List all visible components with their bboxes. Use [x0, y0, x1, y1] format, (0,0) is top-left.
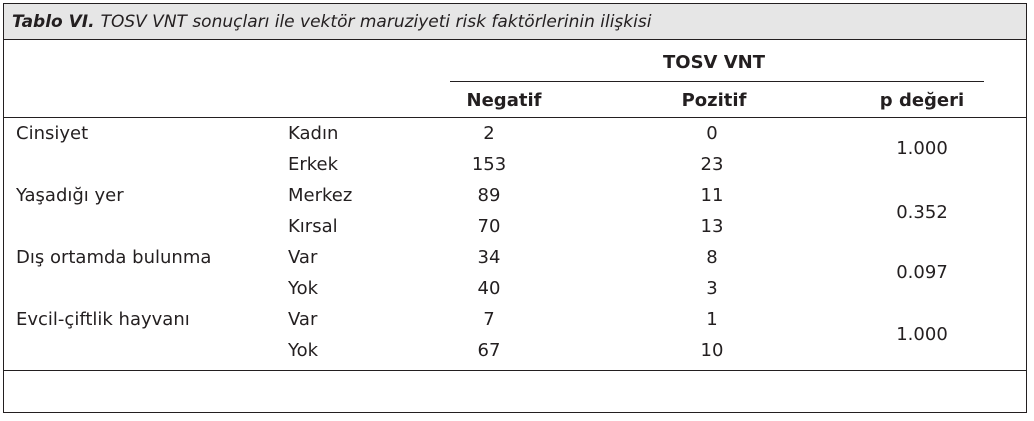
negatif-cell: 2 [483, 123, 495, 144]
level-label: Yok [288, 278, 319, 299]
negatif-cell: 7 [483, 309, 495, 330]
negatif-cell: 34 [477, 247, 501, 268]
pozitif-cell: 10 [700, 340, 724, 361]
pozitif-cell: 23 [700, 154, 724, 175]
col-header-negatif: Negatif [466, 90, 542, 111]
factor-label: Yaşadığı yer [16, 185, 124, 206]
level-label: Var [288, 309, 318, 330]
pozitif-cell: 11 [700, 185, 724, 206]
negatif-cell: 153 [471, 154, 507, 175]
level-label: Yok [288, 340, 319, 361]
p-value-cell: 0.097 [896, 262, 948, 283]
negatif-cell: 67 [477, 340, 501, 361]
table-caption [4, 4, 1026, 40]
col-header-pozitif: Pozitif [681, 90, 747, 111]
header-rule [4, 117, 1026, 118]
pozitif-cell: 1 [706, 309, 718, 330]
pozitif-cell: 13 [700, 216, 724, 237]
p-value-cell: 0.352 [896, 202, 948, 223]
pozitif-cell: 8 [706, 247, 718, 268]
factor-label: Evcil-çiftlik hayvanı [16, 309, 190, 330]
negatif-cell: 70 [477, 216, 501, 237]
pozitif-cell: 3 [706, 278, 718, 299]
level-label: Var [288, 247, 318, 268]
level-label: Kırsal [288, 216, 338, 237]
level-label: Merkez [288, 185, 353, 206]
pozitif-cell: 0 [706, 123, 718, 144]
level-label: Erkek [288, 154, 339, 175]
group-header-tosv-vnt: TOSV VNT [662, 52, 766, 73]
negatif-cell: 40 [477, 278, 501, 299]
table-frame [3, 3, 1027, 413]
col-header-p-degeri: p değeri [879, 90, 965, 111]
caption-label: Tablo VI. [12, 11, 95, 32]
caption-text: TOSV VNT sonuçları ile vektör maruziyeti risk faktörlerinin ilişkisi [100, 11, 652, 32]
negatif-cell: 89 [477, 185, 501, 206]
p-value-cell: 1.000 [896, 138, 948, 159]
p-value-cell: 1.000 [896, 324, 948, 345]
factor-label: Cinsiyet [16, 123, 89, 144]
level-label: Kadın [288, 123, 339, 144]
factor-label: Dış ortamda bulunma [16, 247, 212, 268]
bottom-rule [4, 370, 1026, 371]
group-header-rule [450, 81, 984, 82]
